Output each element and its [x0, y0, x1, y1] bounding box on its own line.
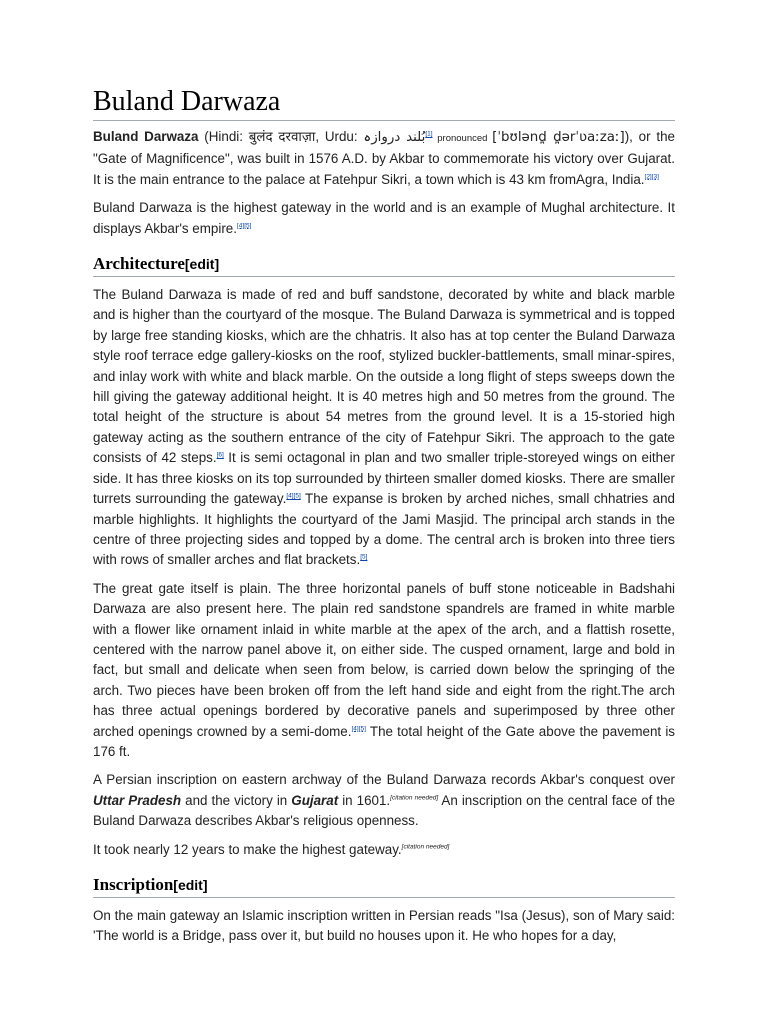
paragraph-text: in 1601. [338, 792, 391, 808]
edit-link[interactable]: [edit] [173, 877, 208, 893]
architecture-paragraph [93, 579, 675, 763]
paragraph-text: and the victory in [181, 792, 292, 808]
paragraph-text: An inscription on the central face of the Buland Darwaza describes Akbar's religious openness. [93, 792, 676, 829]
architecture-paragraph [93, 770, 675, 831]
paragraph-text: The great gate itself is plain. The three horizontal panels of buff stone noticeable in Badshahi Darwaza are also present here. The plain red sandstone spandrels are framed in white marble with a flower like ornament inlaid in white marble at the apex of the arch, and a flattish rosette, centered with the narrow panel above it, on either side. The cusped ornament, large and bold in fact, but small and delicate when seen from below, is carried down below the springing of the arch. Two pieces have been broken off from the left hand side and eight from the right.The arch has three actual openings bordered by decorative panels and superimposed by three other arched openings crowned by a semi-dome. [93, 580, 675, 739]
inscription-paragraph: On the main gateway an Islamic inscription written in Persian reads "Isa (Jesus), son of Mary said: 'The world is a Bridge, pass over it, but build no houses upon it. He who hopes for a day, [93, 908, 675, 944]
section-heading-inscription [93, 874, 675, 898]
urdu-name: بُلند دروازہ [363, 129, 426, 144]
page-title: Buland Darwaza [93, 86, 675, 121]
architecture-paragraph [93, 285, 675, 571]
paragraph-text: The expanse is broken by arched niches, small chhatries and marble highlights. It highlights the courtyard of the Jami Masjid. The principal arch stands in the centre of three projecting sides and topped by a dome. The central arch is broken into three tiers with rows of smaller arches and flat brackets. [93, 491, 676, 568]
paragraph-text: The total height of the Gate above the pavement is 176 ft. [93, 723, 675, 759]
pronounced-label: pronounced [432, 133, 493, 144]
reference-link[interactable]: [4][5] [236, 222, 252, 230]
citation-needed[interactable]: [citation needed] [390, 794, 439, 802]
reference-link[interactable]: [5] [360, 553, 368, 561]
citation-needed[interactable]: [citation needed] [401, 843, 450, 851]
reference-link[interactable]: [6] [216, 451, 224, 459]
reference-link[interactable]: [4][5] [286, 492, 301, 500]
section-heading-architecture [93, 253, 675, 277]
reference-link[interactable]: [1] [425, 130, 433, 138]
architecture-paragraph [93, 840, 675, 860]
paragraph-text: It took nearly 12 years to make the highest gateway. [93, 841, 402, 857]
ipa-pronunciation[interactable]: [ˈbʊlənd̪ d̪ərˈʋaːzaː] [492, 130, 625, 145]
paragraph-text: A Persian inscription on eastern archway of the Buland Darwaza records Akbar's conquest over [93, 772, 675, 788]
section-title: Architecture [93, 254, 185, 274]
gujarat-link[interactable]: Gujarat [291, 792, 339, 808]
section-title: Inscription [93, 875, 174, 894]
paragraph-text: It is semi octagonal in plan and two smaller triple-storeyed wings on either side. It has three kiosks on its top surrounded by thirteen smaller domed kiosks. There are smaller turrets surrounding the gateway. [93, 450, 675, 507]
intro-text: ), or the "Gate of Magnificence", was built in 1576 A.D. by Akbar to commemorate his victory over Gujarat. It is the main entrance to the palace at Fatehpur Sikri, a town which is 43 km fromAgra, India. [93, 129, 675, 187]
intro-term: Buland Darwaza [93, 129, 199, 144]
intro-text: , Urdu: [315, 129, 364, 144]
uttar-pradesh-link[interactable]: Uttar Pradesh [93, 792, 182, 808]
intro-paragraph [93, 127, 675, 190]
paragraph-text: The Buland Darwaza is made of red and buff sandstone, decorated by white and black marble and is higher than the courtyard of the mosque. The Buland Darwaza is symmetrical and is topped by large free standing kiosks, which are the chhatris. It also has at top center the Buland Darwaza style roof terrace edge gallery-kiosks on the roof, stylized buckler-battlements, small minar-spires, and inlay work with white and black marble. On the outside a long flight of steps sweeps down the hill giving the gateway additional height. It is 40 metres high and 50 metres from the ground. The total height of the structure is about 54 metres from the ground level. It is a 15-storied high gateway acting as the southern entrance of the city of Fatehpur Sikri. The approach to the gate consists of 42 steps. [93, 287, 675, 466]
summary-text: Buland Darwaza is the highest gateway in the world and is an example of Mughal architecture. It displays Akbar's empire. [93, 200, 675, 236]
reference-link[interactable]: [2][3] [644, 173, 659, 181]
summary-paragraph [93, 198, 675, 239]
intro-text: (Hindi: [198, 129, 249, 144]
hindi-name: बुलंद दरवाज़ा [248, 129, 316, 144]
reference-link[interactable]: [4][5] [351, 725, 366, 733]
edit-link[interactable]: [edit] [184, 256, 220, 273]
